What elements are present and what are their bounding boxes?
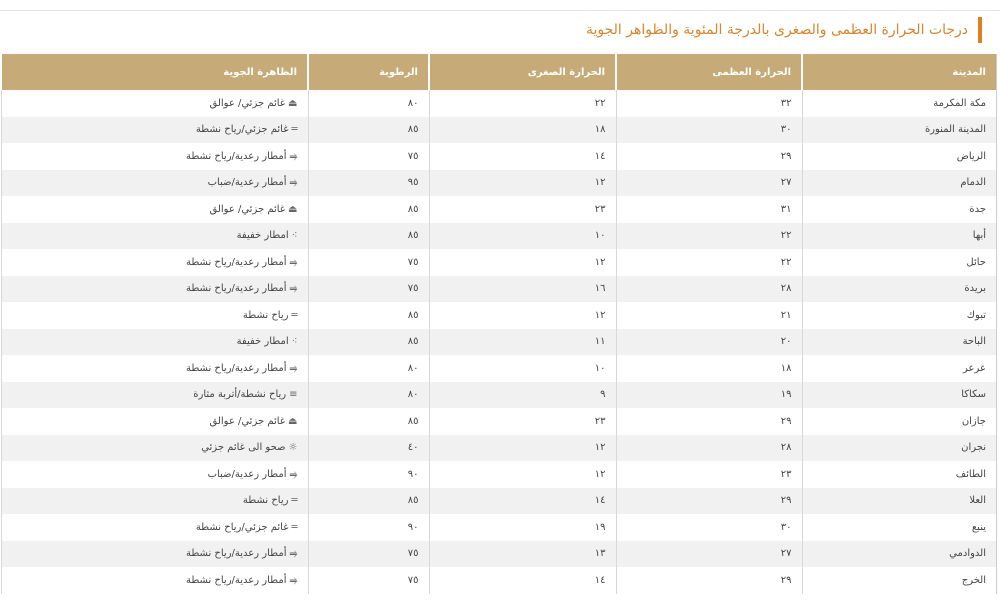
min-temp-cell: ٢٣ [429,196,616,223]
humidity-cell: ٤٠ [308,435,429,462]
weather-cell [1,170,308,197]
humidity-cell: ٨٥ [308,117,429,144]
weather-cell [1,355,308,382]
weather-table-container [0,54,997,594]
max-temp-cell: ٢٩ [616,408,802,435]
city-cell: أبها [802,223,996,250]
humidity-cell: ٨٥ [308,329,429,356]
rain-icon: ⁖ [291,230,298,242]
min-temp-cell: ١٣ [429,541,616,568]
min-temp-cell: ١٢ [429,170,616,197]
cloud-fog-icon: ⏏ [288,415,298,427]
table-row [1,488,996,515]
min-temp-cell: ١٤ [429,567,616,594]
weather-text: أمطار رعدية/ضباب [207,177,287,189]
city-cell: حائل [802,249,996,276]
wind-icon: ═ [291,495,298,507]
weather-text: أمطار رعدية/رياح نشطة [185,283,287,295]
humidity-cell: ٧٥ [308,567,429,594]
min-temp-cell: ١٢ [429,302,616,329]
rain-icon: ⁖ [291,336,298,348]
min-temp-cell: ١٢ [429,249,616,276]
max-temp-cell: ٢٢ [616,223,802,250]
max-temp-cell: ٢٨ [616,435,802,462]
thunder-wind-icon: ⥤ [289,362,298,374]
weather-cell [1,223,308,250]
city-cell: ينبع [802,514,996,541]
weather-text: غائم جزئي/ عوالق [209,415,286,427]
min-temp-cell: ٢٢ [429,90,616,117]
city-cell: العلا [802,488,996,515]
wind-icon: ═ [291,309,298,321]
humidity-cell: ٨٥ [308,488,429,515]
thunder-wind-icon: ⥤ [289,574,298,586]
min-temp-cell: ٩ [429,382,616,409]
humidity-cell: ٨٥ [308,302,429,329]
header-min-temp: الحرارة الصغرى [429,54,616,90]
max-temp-cell: ١٩ [616,382,802,409]
humidity-cell: ٨٥ [308,408,429,435]
table-row [1,461,996,488]
table-row [1,514,996,541]
min-temp-cell: ١٤ [429,488,616,515]
thunder-wind-icon: ⥤ [289,468,298,480]
city-cell: الطائف [802,461,996,488]
min-temp-cell: ١٨ [429,117,616,144]
city-cell: سكاكا [802,382,996,409]
weather-cell [1,90,308,117]
table-row [1,249,996,276]
cloud-fog-icon: ⏏ [288,97,298,109]
weather-text: غائم جزئي/ عوالق [209,203,286,215]
thunder-wind-icon: ⥤ [289,283,298,295]
weather-cell [1,461,308,488]
weather-cell [1,435,308,462]
max-temp-cell: ٣١ [616,196,802,223]
max-temp-cell: ٣٠ [616,117,802,144]
weather-cell [1,488,308,515]
table-row [1,90,996,117]
table-row [1,382,996,409]
table-row [1,541,996,568]
dust-icon: ≡ [289,389,298,401]
wind-icon: ═ [291,124,298,136]
weather-text: رياح نشطة [242,309,289,321]
cloud-fog-icon: ⏏ [288,203,298,215]
city-cell: الباحة [802,329,996,356]
max-temp-cell: ٢٠ [616,329,802,356]
wind-icon: ═ [291,521,298,533]
table-row [1,302,996,329]
max-temp-cell: ٢٨ [616,276,802,303]
table-row [1,567,996,594]
max-temp-cell: ٢٧ [616,541,802,568]
city-cell: جازان [802,408,996,435]
city-cell: الدوادمي [802,541,996,568]
city-cell: جدة [802,196,996,223]
header-max-temp: الحرارة العظمى [616,54,802,90]
weather-text: أمطار رعدية/رياح نشطة [185,362,287,374]
humidity-cell: ٨٠ [308,382,429,409]
max-temp-cell: ٢٩ [616,488,802,515]
min-temp-cell: ١٢ [429,461,616,488]
max-temp-cell: ١٨ [616,355,802,382]
weather-cell [1,302,308,329]
weather-text: امطار خفيفة [236,230,289,242]
weather-cell [1,143,308,170]
table-header-row [1,54,996,90]
weather-text: غائم جزئي/ عوالق [209,97,286,109]
city-cell: الرياض [802,143,996,170]
min-temp-cell: ١٦ [429,276,616,303]
max-temp-cell: ٢١ [616,302,802,329]
max-temp-cell: ٣٠ [616,514,802,541]
weather-text: أمطار رعدية/رياح نشطة [185,548,287,560]
min-temp-cell: ١٤ [429,143,616,170]
humidity-cell: ٨٠ [308,90,429,117]
weather-cell [1,117,308,144]
city-cell: عرعر [802,355,996,382]
weather-cell [1,514,308,541]
table-row [1,408,996,435]
header-weather: الظاهرة الجوية [1,54,308,90]
table-row [1,329,996,356]
max-temp-cell: ٢٢ [616,249,802,276]
thunder-wind-icon: ⥤ [289,548,298,560]
weather-cell [1,541,308,568]
table-row [1,170,996,197]
header-city: المدينة [802,54,996,90]
table-row [1,117,996,144]
table-row [1,196,996,223]
thunder-wind-icon: ⥤ [289,150,298,162]
table-row [1,223,996,250]
min-temp-cell: ٢٣ [429,408,616,435]
max-temp-cell: ٢٧ [616,170,802,197]
city-cell: الخرج [802,567,996,594]
city-cell: نجران [802,435,996,462]
min-temp-cell: ١١ [429,329,616,356]
weather-table [0,54,996,594]
city-cell: تبوك [802,302,996,329]
weather-cell [1,249,308,276]
weather-cell [1,196,308,223]
city-cell: بريدة [802,276,996,303]
sun-cloud-icon: ☼ [288,442,298,454]
min-temp-cell: ١٠ [429,355,616,382]
city-cell: مكة المكرمة [802,90,996,117]
table-row [1,143,996,170]
weather-text: أمطار رعدية/رياح نشطة [185,150,287,162]
weather-cell [1,329,308,356]
table-row [1,355,996,382]
humidity-cell: ٨٥ [308,196,429,223]
weather-cell [1,408,308,435]
weather-text: غائم جزئي/رياح نشطة [195,124,289,136]
humidity-cell: ٩٠ [308,461,429,488]
table-row [1,435,996,462]
city-cell: الدمام [802,170,996,197]
min-temp-cell: ١٠ [429,223,616,250]
max-temp-cell: ٣٢ [616,90,802,117]
max-temp-cell: ٢٩ [616,143,802,170]
max-temp-cell: ٢٩ [616,567,802,594]
humidity-cell: ٩٠ [308,514,429,541]
min-temp-cell: ١٢ [429,435,616,462]
humidity-cell: ٧٥ [308,276,429,303]
top-divider [0,10,1000,11]
humidity-cell: ٧٥ [308,143,429,170]
weather-cell [1,276,308,303]
weather-text: أمطار رعدية/رياح نشطة [185,574,287,586]
min-temp-cell: ١٩ [429,514,616,541]
table-row [1,276,996,303]
weather-text: غائم جزئي/رياح نشطة [195,521,289,533]
weather-text: أمطار رعدية/رياح نشطة [185,256,287,268]
weather-cell [1,382,308,409]
weather-text: رياح نشطة/أتربة مثارة [193,389,287,401]
weather-cell [1,567,308,594]
city-cell: المدينة المنورة [802,117,996,144]
humidity-cell: ٨٠ [308,355,429,382]
weather-text: أمطار رعدية/ضباب [207,468,287,480]
weather-text: صحو الى غائم جزئي [201,442,286,454]
header-humidity: الرطوبة [308,54,429,90]
humidity-cell: ٨٥ [308,223,429,250]
max-temp-cell: ٢٣ [616,461,802,488]
thunder-wind-icon: ⥤ [289,177,298,189]
page-title: درجات الحرارة العظمى والصغرى بالدرجة المئوية والظواهر الجوية [586,17,982,43]
weather-text: امطار خفيفة [236,336,289,348]
weather-text: رياح نشطة [242,495,289,507]
humidity-cell: ٧٥ [308,541,429,568]
humidity-cell: ٧٥ [308,249,429,276]
humidity-cell: ٩٥ [308,170,429,197]
thunder-wind-icon: ⥤ [289,256,298,268]
